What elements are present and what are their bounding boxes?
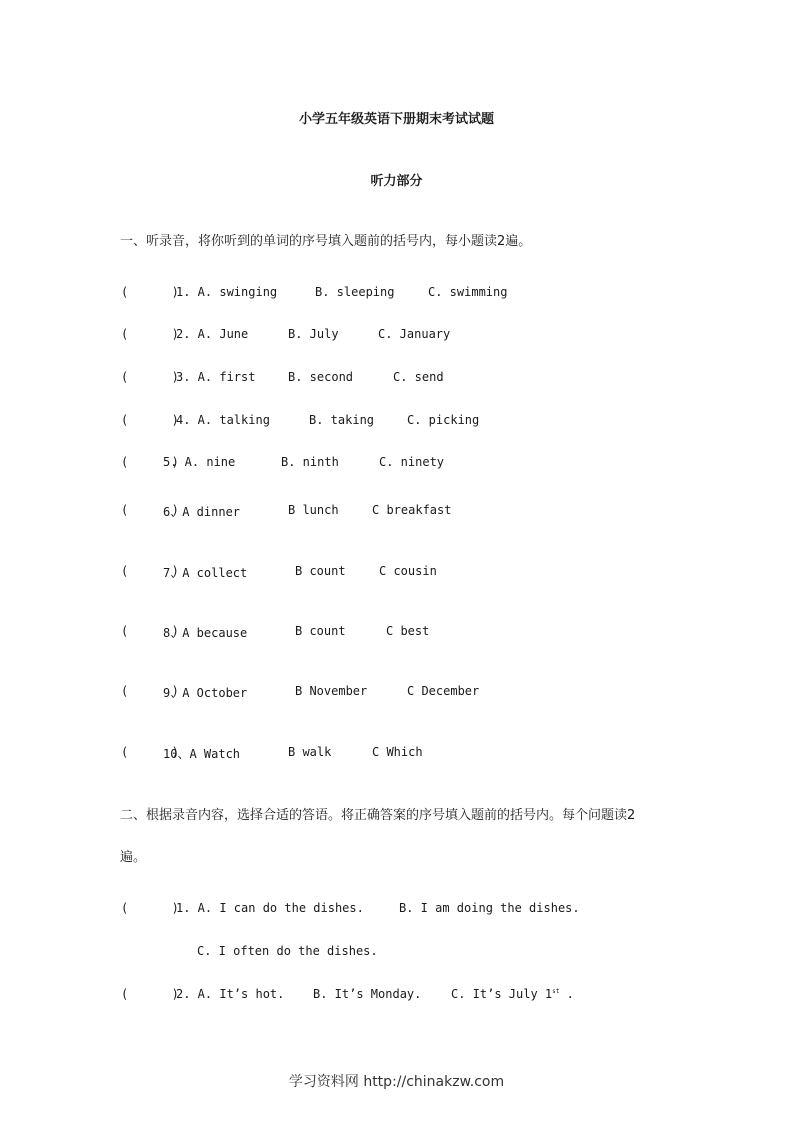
option-c: C. picking <box>407 413 480 427</box>
answer-bracket[interactable]: ( ) <box>121 745 179 759</box>
option-a: 4. A. talking <box>176 413 270 427</box>
section1-heading: 一、听录音，将你听到的单词的序号填入题前的括号内，每小题读2遍。 <box>120 234 532 249</box>
option-c: C. send <box>393 370 444 384</box>
answer-bracket[interactable]: ( ) <box>121 455 179 469</box>
section2-heading-line1: 二、根据录音内容，选择合适的答语。将正确答案的序号填入题前的括号内。每个问题读2 <box>120 808 636 823</box>
answer-bracket[interactable]: ( ) <box>121 901 179 915</box>
option-c: C. swimming <box>428 285 508 299</box>
option-a: 1. A. I can do the dishes. <box>176 901 364 915</box>
page-subtitle: 听力部分 <box>370 174 423 189</box>
page-title: 小学五年级英语下册期末考试试题 <box>298 112 494 127</box>
option-a: 5. A. nine <box>163 455 236 469</box>
answer-bracket[interactable]: ( ) <box>121 564 179 578</box>
answer-bracket[interactable]: ( ) <box>121 503 179 517</box>
answer-bracket[interactable]: ( ) <box>121 413 179 427</box>
option-b: B count <box>295 624 346 638</box>
section2-heading-line2: 遍。 <box>120 850 147 865</box>
option-c: C December <box>407 684 480 698</box>
answer-bracket[interactable]: ( ) <box>121 370 179 384</box>
option-b: B. second <box>288 370 354 384</box>
option-b: B. taking <box>309 413 375 427</box>
option-a: 2. A. June <box>176 327 249 341</box>
footer-watermark: 学习资料网 http://chinakzw.com <box>288 1074 505 1090</box>
option-b: B. I am doing the dishes. <box>399 901 580 915</box>
option-b: B. ninth <box>281 455 339 469</box>
option-c: C breakfast <box>372 503 452 517</box>
option-a: 7、A collect <box>163 566 248 580</box>
option-b: B November <box>295 684 368 698</box>
option-c: C. I often do the dishes. <box>197 944 378 958</box>
option-c: C. ninety <box>379 455 445 469</box>
answer-bracket[interactable]: ( ) <box>121 327 179 341</box>
answer-bracket[interactable]: ( ) <box>121 285 179 299</box>
option-c: C. January <box>378 327 451 341</box>
option-a: 1. A. swinging <box>176 285 278 299</box>
option-b: B walk <box>288 745 332 759</box>
answer-bracket[interactable]: ( ) <box>121 624 179 638</box>
option-a: 6、A dinner <box>163 505 241 519</box>
option-a: 9、A October <box>163 686 248 700</box>
option-c: C best <box>386 624 430 638</box>
option-a: 8、A because <box>163 626 248 640</box>
option-b: B. It’s Monday. <box>313 987 422 1001</box>
option-a: 3. A. first <box>176 370 256 384</box>
answer-bracket[interactable]: ( ) <box>121 684 179 698</box>
answer-bracket[interactable]: ( ) <box>121 987 179 1001</box>
option-c: C. It’s July 1st . <box>451 987 574 1001</box>
option-c: C cousin <box>379 564 437 578</box>
option-b: B lunch <box>288 503 339 517</box>
option-b: B. sleeping <box>315 285 395 299</box>
option-b: B count <box>295 564 346 578</box>
option-a: 10、A Watch <box>163 747 241 761</box>
option-c: C Which <box>372 745 423 759</box>
option-a: 2. A. It’s hot. <box>176 987 285 1001</box>
option-b: B. July <box>288 327 339 341</box>
